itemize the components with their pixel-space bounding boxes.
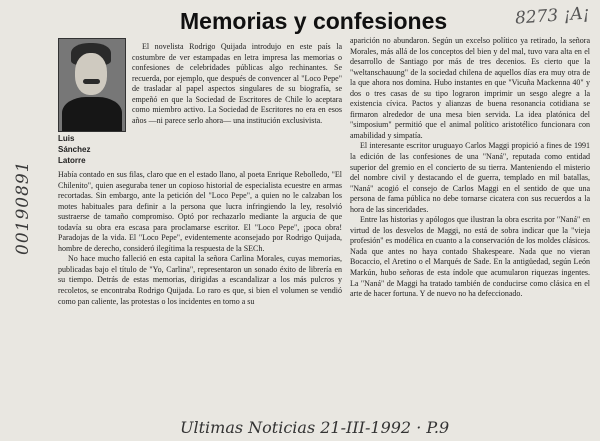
article-column-2 [350, 36, 590, 418]
caption-line: Latorre [58, 156, 86, 165]
article-paragraph: Entre las historias y apólogos que ilustran la obra escrita por "Naná" en virtud de los desvelos de Maggi, no está de sobra indicar que la "vieja profesión" es modélica en cuanto a la conservación de los moldes clásicos. Nada que antes no haya contado Shakespeare. Nada que no vieran Bocaccio, el Aretino o el Marqués de Sade. En la antigüedad, según León Markún, hubo señoras de esta índole que acumularon riquezas ingentes. La "Naná" de Maggi ha tratado también de conducirse como clásica en el arte de hacer fortuna. Y de nuevo no ha defeccionado. [350, 215, 590, 299]
caption-line: Luis [58, 134, 75, 143]
article-column-1-top [132, 42, 342, 170]
handwritten-catalog-number: 00190891 [13, 160, 33, 255]
caption-line: Sánchez [58, 145, 91, 154]
article-column-1 [58, 170, 342, 420]
article-title: Memorias y confesiones [180, 8, 448, 34]
article-paragraph: El novelista Rodrigo Quijada introdujo en este país la costumbre de ver estampadas en letra impresa las memorias o confesiones de celebridades públicas algo rechinantes. Se recuerda, por ejemplo, que después de convencer al "Loco Pepe" de trasladar al papel aspectos singulares de su biografía, se empeñó en que la Sociedad de Escritores de Chile lo aceptara como miembro activo. La Sociedad de Escritores no era en esos años —ni parece serlo ahora— una institución exclusivista. [132, 42, 342, 125]
handwritten-source-date: Ultimas Noticias 21-III-1992 · P.9 [180, 418, 450, 437]
author-photo [58, 38, 126, 132]
photo-caption [58, 133, 124, 166]
article-paragraph: No hace mucho falleció en esta capital la señora Carlina Morales, cuyas memorias, publicadas bajo el título de "Yo, Carlina", representaron un sonado éxito de librería en su tiempo. Detrás de estas memorias, dirigidas a escandalizar a los más pulcros y recoletos, se encontraba Rodrigo Quijada. Lo raro es que, si bien el volumen se vendió como pan caliente, las protestas o los incidentes en torno a su [58, 254, 342, 306]
handwritten-top-note: 8273 ¡A¡ [514, 3, 591, 29]
article-paragraph: Había contado en sus filas, claro que en el estado llano, al poeta Enrique Rebolledo, "El Chilenito", quien aseguraba tener un copioso historial de especialista ecuestre en armas recortadas. Sin embargo, ante la petición del "Loco Pepe", a quien no le calzaban los motes habituales para definir a la persona que lucra infringiendo la ley, resolvió sustraerse de tamaño compromiso. Optó por rechazarlo mediante la argucia de que todavía su obra era escasa para proclamarse escritor. El "Loco Pepe", ¡poca obra! Paradojas de la vida. El "Loco Pepe", evidentemente aconsejado por Rodrigo Quijada, hombre de derecho, consideró ilegítima la respuesta de la SECh. [58, 170, 342, 253]
article-paragraph: aparición no abundaron. Según un excelso político ya retirado, la señora Morales, más allá de los conceptos del bien y del mal, tuvo vara alta en el desarrollo de Santiago por más de tres decenios. Es cierto que la "weltanschauung" de la sociedad chilena de aquellos días era muy otra de la que ahora nos domina. Hubo instantes en que "Vicuña Mackenna 40" y dos o tres casas de su tipo lograron imprimir un sesgo alegre a la existencia cívica. Pactos y alianzas de buena resonancia cotidiana se firmaron alrededor de una mesa bien servida. La idea platónica del "simposium" permitió que el animal político aristotélico funcionara con amabilidad y simpatía. [350, 36, 590, 140]
article-paragraph: El interesante escritor uruguayo Carlos Maggi propició a fines de 1991 la edición de las confesiones de una "Naná", reputada como entidad superior del gremio en el concierto de su tierra. Manteniendo el misterio del nombre civil y destacando el de guerra, templado en mil batallas, "Naná" acogió el consejo de Carlos Maggi en el sentido de que una persona de fama pública no debe tornarse cicatera con sus recuerdos a la hora de las sinceridades. [350, 141, 590, 214]
